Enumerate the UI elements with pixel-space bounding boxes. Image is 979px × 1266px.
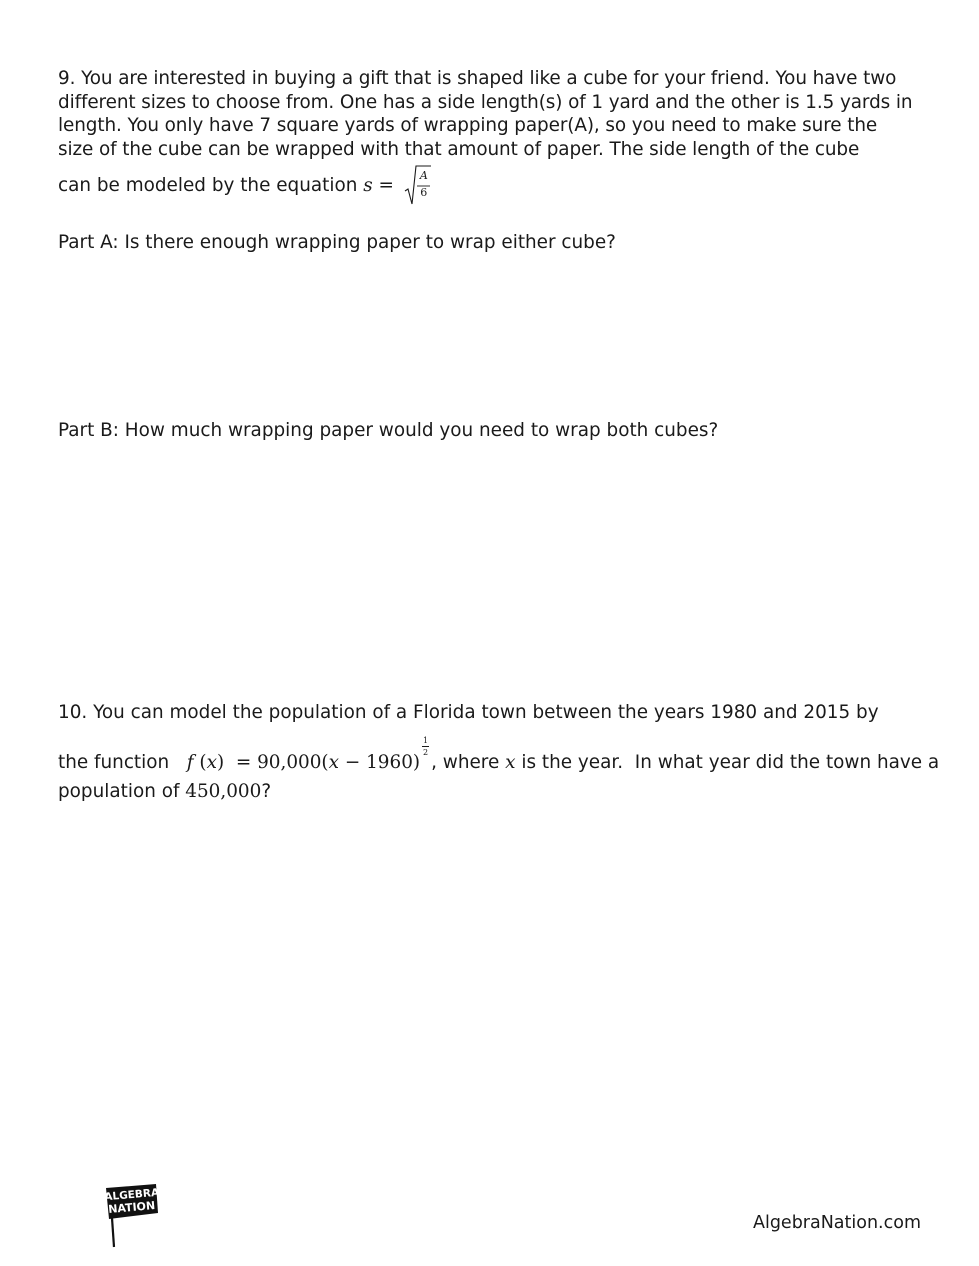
function-tail-b: is the year. In what year did the town have a [515,752,940,773]
equation-equals: = [372,174,400,196]
population-value: 450,000 [185,781,262,802]
equation-variable-s: s [363,174,373,196]
question-10-line-1: 10. You can model the population of a Florida town between the years 1980 and 2015 by [58,702,879,723]
square-root-fraction [404,163,432,207]
question-9-line: 9. You are interested in buying a gift that is shaped like a cube for your friend. You have two [58,68,897,89]
question-9-text [58,67,926,162]
algebra-nation-logo [100,1183,164,1249]
population-lead: population of [58,781,186,802]
fraction-numerator: A [419,169,428,182]
function-lead-text: the function [58,752,181,773]
exponent-fraction [421,736,431,760]
function-arg-close: ) [216,752,225,773]
question-10-line-2 [58,736,940,778]
function-arg-open: ( [199,752,207,773]
function-tail-a: , where [431,752,506,773]
question-9-equation-line [58,160,432,210]
exponent-numerator: 1 [423,736,429,745]
function-arg: x [206,752,217,773]
question-9-line: size of the cube can be wrapped with that amount of paper. The side length of the cube [58,139,860,161]
question-9-line: different sizes to choose from. One has a side length(s) of 1 yard and the other is 1.5 yards in [58,91,913,113]
footer-site-text: AlgebraNation.com [752,1213,921,1233]
question-9-part-b: Part B: How much wrapping paper would you need to wrap both cubes? [58,420,719,441]
equation-lead-text: can be modeled by the equation [58,174,364,196]
question-9-part-a: Part A: Is there enough wrapping paper to wrap either cube? [58,232,616,253]
exponent-denominator: 2 [423,748,429,757]
function-variable-x: x [328,752,339,773]
population-tail: ? [261,781,272,802]
fraction-denominator: 6 [420,186,428,199]
question-9-line: length. You only have 7 square yards of wrapping paper(A), so you need to make sure the [58,115,878,137]
flag-logo-icon [100,1183,164,1249]
function-name: f [186,752,194,773]
function-equals-coefficient: = 90,000( [229,752,329,773]
function-minus-year: − 1960) [339,752,421,773]
logo-text-line-2: NATION [107,1198,156,1217]
logo-text-line-1: ALGEBRA [103,1186,160,1204]
exponent-fraction-bar [422,746,429,747]
tail-variable-x: x [505,752,516,773]
question-10-line-3 [58,780,271,804]
